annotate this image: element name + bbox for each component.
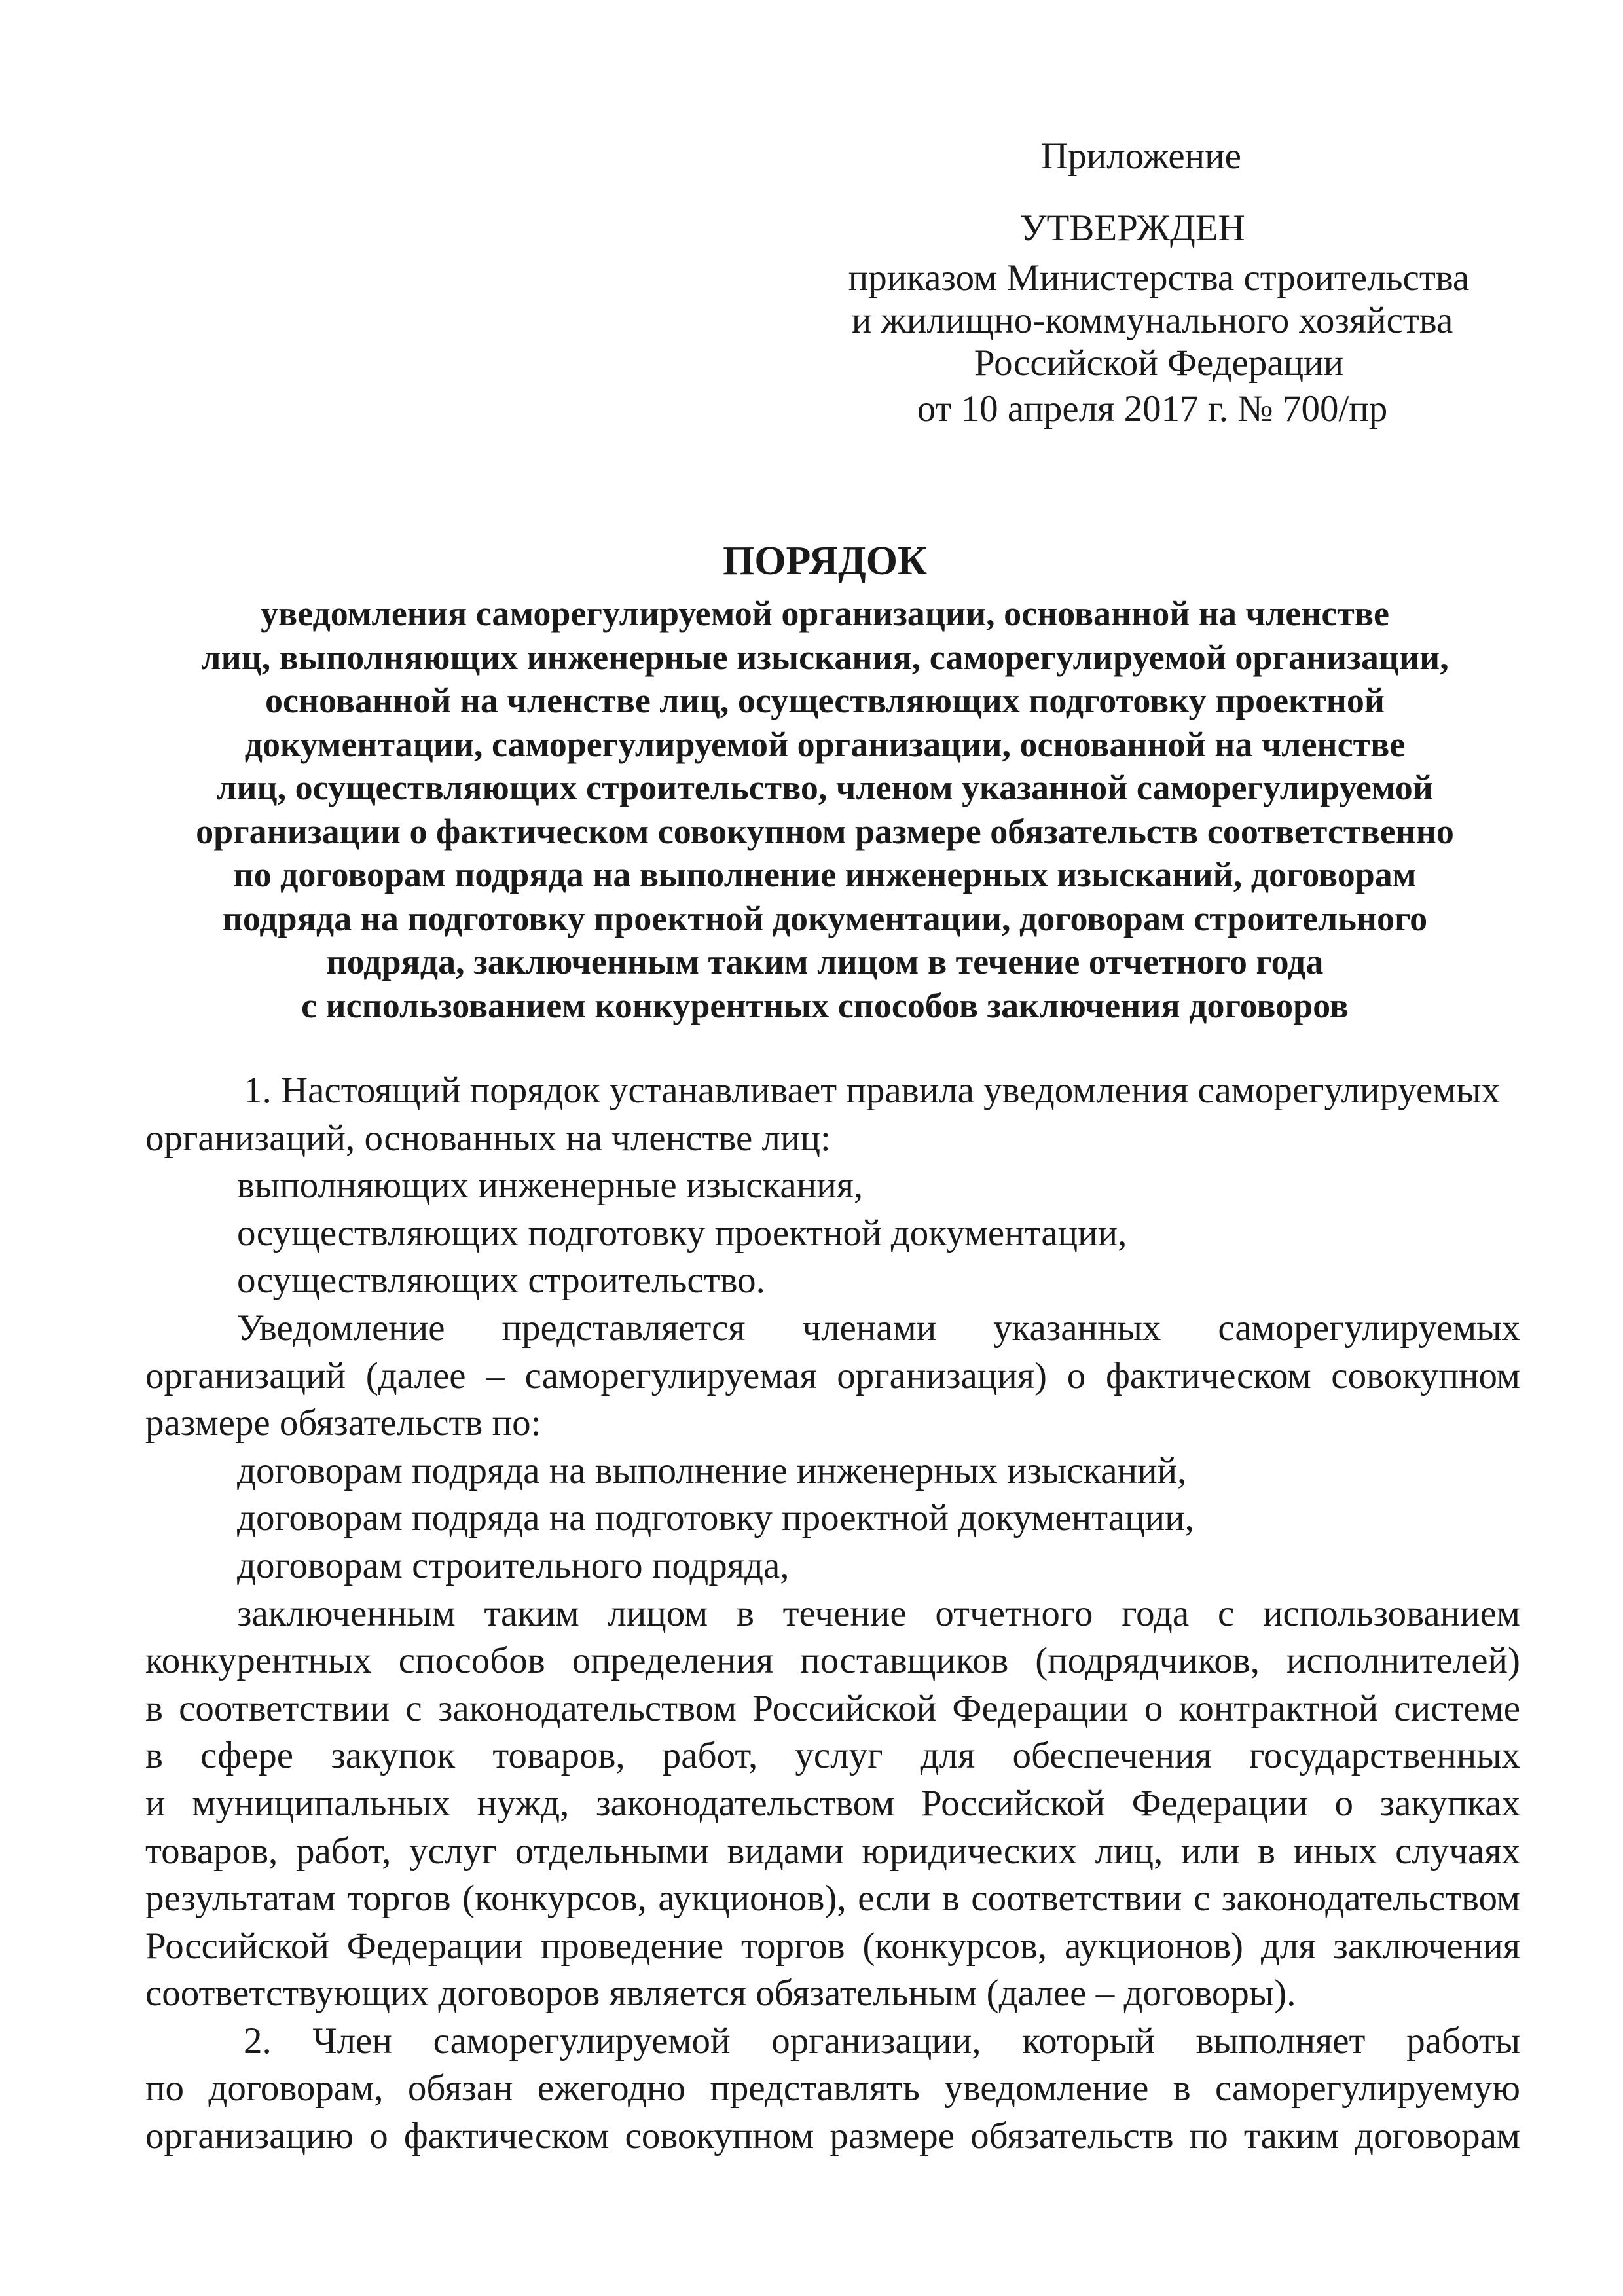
title-subtitle-line: основанной на членстве лиц, осуществляющих подготовку проектной [264,681,1385,720]
document-title [131,537,1519,1027]
title-subtitle-line: подряда, заключенным таким лицом в течение отчетного года [326,942,1324,981]
title-subtitle-line: подряда на подготовку проектной документации, договорам строительного [222,898,1428,938]
paragraph-2-line: размере обязательств по: [145,1402,541,1444]
title-subtitle-line: документации, саморегулируемой организации, основанной на членстве [244,724,1406,764]
list-item: выполняющих инженерные изыскания, [237,1165,864,1207]
list-item: осуществляющих подготовку проектной документации, [237,1212,1127,1254]
list-item: договорам строительного подряда, [237,1544,790,1586]
paragraph-2-line: организаций (далее – саморегулируемая организация) о фактическом совокупном [145,1355,1520,1396]
paragraph-3-line: конкурентных способов определения поставщиков (подрядчиков, исполнителей) [145,1640,1520,1682]
title-subtitle-line: организации о фактическом совокупном размере обязательств соответственно [196,811,1454,851]
annex-label: Приложение [1041,136,1241,177]
approval-line: Российской Федерации [974,342,1344,384]
paragraph-3-line: и муниципальных нужд, законодательством Российской Федерации о закупках [145,1782,1520,1824]
title-subtitle-line: лиц, выполняющих инженерные изыскания, саморегулируемой организации, [201,637,1449,677]
approved-label: УТВЕРЖДЕН [1020,208,1245,249]
paragraph-4-line: по договорам, обязан ежегодно представлять уведомление в саморегулируемую [145,2068,1520,2109]
paragraph-1-line: 1. Настоящий порядок устанавливает правила уведомления саморегулируемых [244,1070,1501,1111]
title-subtitle-line: лиц, осуществляющих строительство, членом указанной саморегулируемой [217,768,1433,807]
paragraph-3-line: в сфере закупок товаров, работ, услуг для обеспечения государственных [145,1735,1520,1777]
approval-line: приказом Министерства строительства [848,257,1470,299]
title-subtitle-line: уведомления саморегулируемой организации, основанной на членстве [261,594,1389,633]
paragraph-3-line: Российской Федерации проведение торгов (конкурсов, аукционов) для заключения [145,1925,1520,1967]
paragraph-2-line: Уведомление представляется членами указанных саморегулируемых [237,1307,1520,1349]
list-item: договорам подряда на подготовку проектной документации, [237,1497,1194,1539]
paragraph-3-line: в соответствии с законодательством Российской Федерации о контрактной системе [145,1687,1520,1729]
document-body [145,1067,1520,2160]
paragraph-1-line: организаций, основанных на членстве лиц: [145,1117,831,1159]
approval-line: и жилищно-коммунального хозяйства [851,300,1453,341]
paragraph-3-line: товаров, работ, услуг отдельными видами юридических лиц, или в иных случаях [145,1830,1520,1872]
paragraph-3-line: заключенным таким лицом в течение отчетного года с использованием [237,1592,1520,1634]
list-item: осуществляющих строительство. [237,1260,765,1302]
paragraph-4-line: организацию о фактическом совокупном размере обязательств по таким договорам [145,2115,1520,2157]
paragraph-4-line: 2. Член саморегулируемой организации, который выполняет работы [244,2020,1520,2062]
title-subtitle-line: по договорам подряда на выполнение инженерных изысканий, договорам [233,855,1417,894]
title-subtitle-line: с использованием конкурентных способов заключения договоров [301,985,1349,1025]
approval-line: от 10 апреля 2017 г. № 700/пр [917,388,1388,429]
title-heading: ПОРЯДОК [723,539,927,583]
list-item: договорам подряда на выполнение инженерных изысканий, [237,1449,1187,1491]
paragraph-3-line: соответствующих договоров является обязательным (далее – договоры). [145,1973,1296,2014]
paragraph-3-line: результатам торгов (конкурсов, аукционов), если в соответствии с законодательством [145,1878,1520,1920]
